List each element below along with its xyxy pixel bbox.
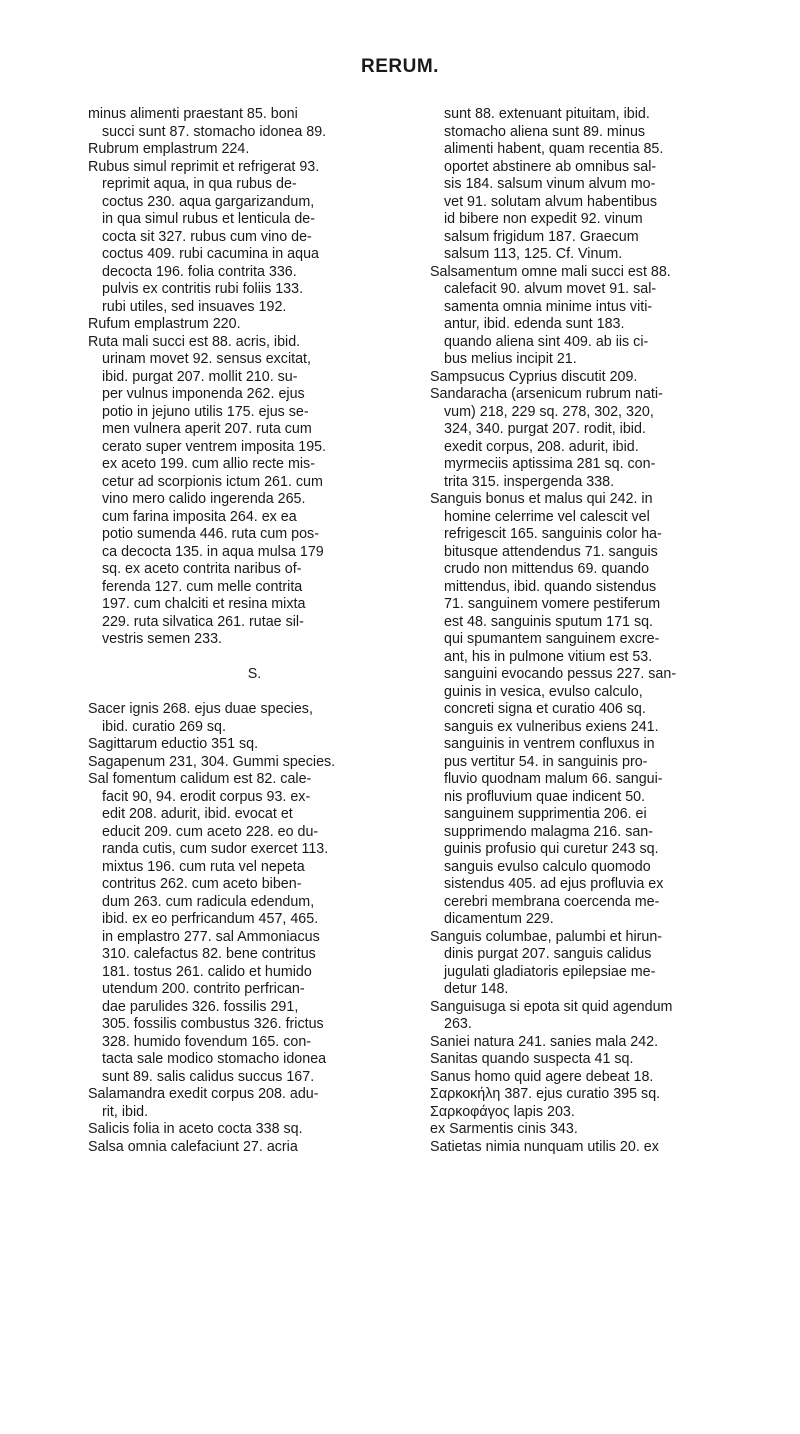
index-entry-continuation: potio in jejuno utilis 175. ejus se- xyxy=(102,403,309,420)
index-entry-continuation: educit 209. cum aceto 228. eo du- xyxy=(102,823,319,840)
index-entry-continuation: 229. ruta silvatica 261. rutae sil- xyxy=(102,613,304,630)
index-entry-continuation: cum farina imposita 264. ex ea xyxy=(102,508,297,525)
index-entry-continuation: reprimit aqua, in qua rubus de- xyxy=(102,176,297,192)
index-entry-continuation: vino mero calido ingerenda 265. xyxy=(102,491,306,507)
index-entry-continuation: in emplastro 277. sal Ammoniacus xyxy=(102,928,320,945)
index-entry-continuation: exedit corpus, 208. adurit, ibid. xyxy=(444,438,639,455)
index-entry-continuation: 305. fossilis combustus 326. frictus xyxy=(102,1016,324,1032)
index-entry-continuation: 197. cum chalciti et resina mixta xyxy=(102,596,306,612)
index-entry-continuation: succi sunt 87. stomacho idonea 89. xyxy=(102,123,327,140)
index-entry-continuation: sq. ex aceto contrita naribus of- xyxy=(102,561,302,577)
index-entry-continuation: alimenti habent, quam recentia 85. xyxy=(444,141,664,157)
index-entry-continuation: dum 263. cum radicula edendum, xyxy=(102,893,315,910)
index-entry-continuation: rit, ibid. xyxy=(102,1103,149,1120)
index-entry: Salsamentum omne mali succi est 88. xyxy=(430,263,671,280)
index-entry-continuation: bus melius incipit 21. xyxy=(444,351,577,367)
index-entry-continuation: cetur ad scorpionis ictum 261. cum xyxy=(102,473,323,490)
index-entry-continuation: rubi utiles, sed insuaves 192. xyxy=(102,298,287,315)
index-entry-continuation: sunt 89. salis calidus succus 167. xyxy=(102,1068,315,1085)
index-entry-continuation: pus vertitur 54. in sanguinis pro- xyxy=(444,753,648,770)
index-entry-continuation: crudo non mittendus 69. quando xyxy=(444,561,650,577)
index-entry-continuation: ant, his in pulmone vitium est 53. xyxy=(444,648,653,665)
index-entry-continuation: stomacho aliena sunt 89. minus xyxy=(444,123,646,140)
index-entry-continuation: men vulnera aperit 207. ruta cum xyxy=(102,421,312,437)
index-entry: Rubrum emplastrum 224. xyxy=(88,141,250,157)
index-entry: Sanguis columbae, palumbi et hirun- xyxy=(430,928,663,945)
index-entry: Sacer ignis 268. ejus duae species, xyxy=(88,701,313,717)
index-entry-continuation: vet 91. solutam alvum habentibus xyxy=(444,193,657,210)
index-entry-continuation: sis 184. salsum vinum alvum mo- xyxy=(444,176,656,192)
index-entry-continuation: potio sumenda 446. ruta cum pos- xyxy=(102,526,319,542)
index-entry-continuation: 181. tostus 261. calido et humido xyxy=(102,963,312,980)
index-entry-continuation: calefacit 90. alvum movet 91. sal- xyxy=(444,281,657,297)
index-entry-continuation: est 48. sanguinis sputum 171 sq. xyxy=(444,613,654,630)
index-entry: Sagittarum eductio 351 sq. xyxy=(88,736,259,752)
index-entry-continuation: samenta omnia minime intus viti- xyxy=(444,298,653,315)
index-entry: Σαρκοφάγος lapis 203. xyxy=(430,1103,575,1120)
index-entry: Sanguisuga si epota sit quid agendum xyxy=(430,998,673,1015)
index-entry: Rubus simul reprimit et refrigerat 93. xyxy=(88,158,320,175)
spacer xyxy=(88,649,421,667)
index-entry-continuation: vum) 218, 229 sq. 278, 302, 320, xyxy=(444,403,654,420)
index-entry-continuation: decocta 196. folia contrita 336. xyxy=(102,263,297,280)
index-entry-continuation: in qua simul rubus et lenticula de- xyxy=(102,211,315,227)
index-entry-continuation: detur 148. xyxy=(444,981,509,997)
index-entry-continuation: refrigescit 165. sanguinis color ha- xyxy=(444,526,662,542)
index-entry-continuation: dicamentum 229. xyxy=(444,911,554,927)
index-entry-continuation: sanguis evulso calculo quomodo xyxy=(444,858,651,875)
index-entry: Sal fomentum calidum est 82. cale- xyxy=(88,771,312,787)
section-letter: S. xyxy=(247,666,262,682)
index-entry-continuation: contritus 262. cum aceto biben- xyxy=(102,876,302,892)
index-entry-continuation: 310. calefactus 82. bene contritus xyxy=(102,946,316,962)
index-entry-continuation: mixtus 196. cum ruta vel nepeta xyxy=(102,858,305,875)
index-entry-continuation: salsum frigidum 187. Graecum xyxy=(444,228,639,245)
index-entry-continuation: sanguinis in ventrem confluxus in xyxy=(444,736,655,752)
index-entry-continuation: nis profluvium quae indicent 50. xyxy=(444,788,646,805)
index-entry-continuation: randa cutis, cum sudor exercet 113. xyxy=(102,841,329,857)
index-entry-continuation: sunt 88. extenuant pituitam, ibid. xyxy=(444,106,650,122)
index-entry: Sandaracha (arsenicum rubrum nati- xyxy=(430,386,663,402)
index-entry-continuation: cerebri membrana coercenda me- xyxy=(444,893,660,910)
index-entry-continuation: vestris semen 233. xyxy=(102,631,222,647)
index-entry: Sanitas quando suspecta 41 sq. xyxy=(430,1051,634,1067)
index-entry-continuation: urinam movet 92. sensus excitat, xyxy=(102,351,311,367)
index-entry: Sagapenum 231, 304. Gummi species. xyxy=(88,753,336,770)
index-entry-continuation: dinis purgat 207. sanguis calidus xyxy=(444,946,652,962)
index-entry-continuation: ibid. curatio 269 sq. xyxy=(102,718,226,735)
index-entry-continuation: ca decocta 135. in aqua mulsa 179 xyxy=(102,543,324,560)
index-entry-continuation: coctus 230. aqua gargarizandum, xyxy=(102,193,315,210)
index-entry-continuation: ex aceto 199. cum allio recte mis- xyxy=(102,456,315,472)
index-entry: Salicis folia in aceto cocta 338 sq. xyxy=(88,1121,303,1137)
index-entry-continuation: trita 315. inspergenda 338. xyxy=(444,473,615,490)
running-head: RERUM. xyxy=(361,56,439,77)
index-entry-continuation: sanguinem supprimentia 206. ei xyxy=(444,806,647,822)
index-entry-continuation: jugulati gladiatoris epilepsiae me- xyxy=(444,963,656,980)
index-entry-continuation: mittendus, ibid. quando sistendus xyxy=(444,578,657,595)
index-entry-continuation: supprimendo malagma 216. san- xyxy=(444,823,654,840)
index-entry-continuation: coctus 409. rubi cacumina in aqua xyxy=(102,246,319,262)
index-entry-continuation: 324, 340. purgat 207. rodit, ibid. xyxy=(444,421,646,437)
index-entry: Saniei natura 241. sanies mala 242. xyxy=(430,1033,659,1050)
index-entry: Sampsucus Cyprius discutit 209. xyxy=(430,368,638,385)
index-entry-continuation: antur, ibid. edenda sunt 183. xyxy=(444,316,625,332)
index-entry-continuation: cocta sit 327. rubus cum vino de- xyxy=(102,228,312,245)
index-entry: Sanguis bonus et malus qui 242. in xyxy=(430,491,653,507)
index-entry: minus alimenti praestant 85. boni xyxy=(88,106,298,122)
index-entry-continuation: sistendus 405. ad ejus profluvia ex xyxy=(444,876,664,892)
index-entry-continuation: per vulnus imponenda 262. ejus xyxy=(102,386,305,402)
index-entry: Salsa omnia calefaciunt 27. acria xyxy=(88,1138,298,1155)
index-entry-continuation: cerato super ventrem imposita 195. xyxy=(102,438,327,455)
index-entry-continuation: myrmeciis aptissima 281 sq. con- xyxy=(444,456,656,472)
index-entry: Satietas nimia nunquam utilis 20. ex xyxy=(430,1138,659,1155)
index-entry-continuation: qui spumantem sanguinem excre- xyxy=(444,631,660,647)
index-entry-continuation: utendum 200. contrito perfrican- xyxy=(102,981,305,997)
index-entry-continuation: ibid. ex eo perfricandum 457, 465. xyxy=(102,911,319,927)
index-entry-continuation: sanguis ex vulneribus exiens 241. xyxy=(444,718,659,735)
index-entry-continuation: quando aliena sint 409. ab iis ci- xyxy=(444,333,649,350)
index-entry-continuation: ibid. purgat 207. mollit 210. su- xyxy=(102,368,298,385)
spacer xyxy=(88,684,421,702)
index-entry: ex Sarmentis cinis 343. xyxy=(430,1121,578,1137)
index-entry-continuation: dae parulides 326. fossilis 291, xyxy=(102,998,299,1015)
index-entry-continuation: facit 90, 94. erodit corpus 93. ex- xyxy=(102,788,311,805)
index-entry-continuation: 328. humido fovendum 165. con- xyxy=(102,1033,312,1050)
index-entry: Rufum emplastrum 220. xyxy=(88,316,241,332)
index-entry-continuation: bitusque attendendus 71. sanguis xyxy=(444,543,658,560)
index-entry-continuation: homine celerrime vel calescit vel xyxy=(444,508,650,525)
index-entry-continuation: id bibere non expedit 92. vinum xyxy=(444,211,643,227)
index-entry-continuation: ferenda 127. cum melle contrita xyxy=(102,578,303,595)
index-entry-continuation: salsum 113, 125. Cf. Vinum. xyxy=(444,246,623,262)
index-entry-continuation: edit 208. adurit, ibid. evocat et xyxy=(102,806,293,822)
index-entry: Sanus homo quid agere debeat 18. xyxy=(430,1068,654,1085)
index-entry-continuation: pulvis ex contritis rubi foliis 133. xyxy=(102,281,304,297)
index-entry-continuation: 263. xyxy=(444,1016,472,1032)
index-entry-continuation: oportet abstinere ab omnibus sal- xyxy=(444,158,657,175)
right-column xyxy=(430,106,763,1156)
index-entry-continuation: sanguini evocando pessus 227. san- xyxy=(444,666,677,682)
index-entry-continuation: tacta sale modico stomacho idonea xyxy=(102,1051,327,1067)
index-entry-continuation: guinis profusio qui curetur 243 sq. xyxy=(444,841,659,857)
index-entry: Salamandra exedit corpus 208. adu- xyxy=(88,1086,319,1102)
index-entry-continuation: concreti signa et curatio 406 sq. xyxy=(444,701,646,717)
index-entry-continuation: 71. sanguinem vomere pestiferum xyxy=(444,596,661,612)
left-column xyxy=(88,106,421,1156)
index-entry: Σαρκοκήλη 387. ejus curatio 395 sq. xyxy=(430,1086,661,1102)
index-entry-continuation: guinis in vesica, evulso calculo, xyxy=(444,683,643,700)
index-entry: Ruta mali succi est 88. acris, ibid. xyxy=(88,333,301,350)
index-entry-continuation: fluvio quodnam malum 66. sangui- xyxy=(444,771,663,787)
